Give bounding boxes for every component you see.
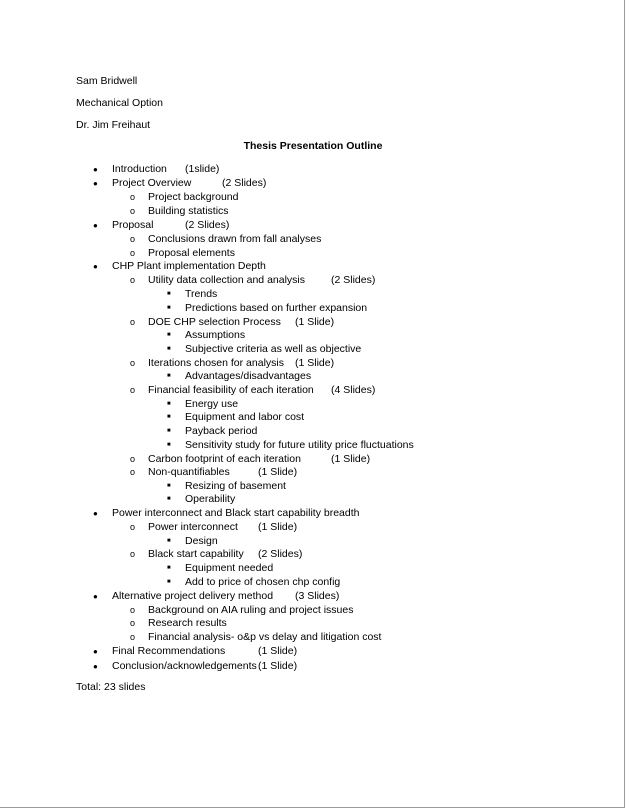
bullet-circle-icon: o [130,605,136,615]
bullet-circle-icon: o [130,454,136,464]
outline-subsubitem-text: Sensitivity study for future utility price fluctuations [185,439,414,451]
bullet-disc-icon: ● [93,262,98,271]
author-name: Sam Bridwell [76,75,138,87]
outline-subitem-text: Building statistics [148,205,229,217]
outline-subitem-text: Project background [148,191,239,203]
outline-subsubitem-text: Add to price of chosen chp config [185,576,341,588]
bullet-circle-icon: o [130,385,136,395]
bullet-square-icon: ■ [167,291,171,297]
bullet-circle-icon: o [130,358,136,368]
outline-subitem-text: Financial analysis- o&p vs delay and litigation cost [148,631,382,643]
bullet-square-icon: ■ [167,483,171,489]
bullet-disc-icon: ● [93,509,98,518]
outline-item-text: Power interconnect and Black start capability breadth [112,507,360,519]
slide-count-note: (1 Slide) [258,521,298,533]
advisor-line: Dr. Jim Freihaut [76,119,151,131]
bullet-circle-icon: o [130,234,136,244]
bullet-square-icon: ■ [167,414,171,420]
outline-subitem-text: Power interconnect [148,521,238,533]
outline-subitem-text: Black start capability [148,548,244,560]
bullet-circle-icon: o [130,248,136,258]
outline-subitem-text: Conclusions drawn from fall analyses [148,233,322,245]
outline-subitem-text: Proposal elements [148,247,235,259]
outline-item-text: Alternative project delivery method [112,590,274,602]
outline-item-text: Project Overview [112,177,192,189]
bullet-circle-icon: o [130,275,136,285]
outline-subsubitem-text: Predictions based on further expansion [185,302,368,314]
bullet-square-icon: ■ [167,346,171,352]
slide-count-note: (1 Slide) [331,453,371,465]
outline-subsubitem-text: Resizing of basement [185,480,286,492]
outline-subitem-text: Non-quantifiables [148,466,230,478]
bullet-square-icon: ■ [167,496,171,502]
bullet-circle-icon: o [130,632,136,642]
option-line: Mechanical Option [76,97,163,109]
outline-subsubitem-text: Payback period [185,425,258,437]
bullet-square-icon: ■ [167,373,171,379]
outline-subitem-text: Carbon footprint of each iteration [148,453,301,465]
bullet-circle-icon: o [130,467,136,477]
slide-count-note: (1 Slide) [258,660,298,672]
outline-subsubitem-text: Trends [185,288,218,300]
outline-subitem-text: Iterations chosen for analysis [148,357,284,369]
slide-count-note: (3 Slides) [295,590,340,602]
outline-subsubitem-text: Assumptions [185,329,246,341]
outline-subitem-text: Research results [148,617,227,629]
outline-subsubitem-text: Energy use [185,398,239,410]
slide-count-note: (2 Slides) [331,274,376,286]
page-title: Thesis Presentation Outline [243,140,383,152]
bullet-disc-icon: ● [93,662,98,671]
slide-count-note: (1 Slide) [258,466,298,478]
bullet-circle-icon: o [130,549,136,559]
outline-item-text: Conclusion/acknowledgements [112,660,257,672]
bullet-disc-icon: ● [93,592,98,601]
bullet-circle-icon: o [130,317,136,327]
outline-subsubitem-text: Subjective criteria as well as objective [185,343,362,355]
slide-count-note: (2 Slides) [185,219,230,231]
slide-count-note: (2 Slides) [222,177,267,189]
outline-subitem-text: DOE CHP selection Process [148,316,281,328]
bullet-disc-icon: ● [93,179,98,188]
outline-item-text: Proposal [112,219,154,231]
bullet-square-icon: ■ [167,442,171,448]
bullet-square-icon: ■ [167,428,171,434]
bullet-circle-icon: o [130,618,136,628]
outline-item-text: Introduction [112,163,167,175]
outline-subsubitem-text: Advantages/disadvantages [185,370,312,382]
bullet-circle-icon: o [130,522,136,532]
slide-count-note: (1 Slide) [295,357,335,369]
outline-subitem-text: Financial feasibility of each iteration [148,384,314,396]
slide-count-note: (4 Slides) [331,384,376,396]
slide-count-note: (1 Slide) [258,645,298,657]
bullet-square-icon: ■ [167,579,171,585]
bullet-square-icon: ■ [167,401,171,407]
bullet-square-icon: ■ [167,305,171,311]
slide-count-note: (1slide) [185,163,220,175]
bullet-square-icon: ■ [167,332,171,338]
outline-subsubitem-text: Design [185,535,218,547]
bullet-square-icon: ■ [167,538,171,544]
outline-subitem-text: Background on AIA ruling and project issues [148,604,354,616]
bullet-square-icon: ■ [167,565,171,571]
outline-subsubitem-text: Operability [185,493,236,505]
slide-count-note: (2 Slides) [258,548,303,560]
slide-count-note: (1 Slide) [295,316,335,328]
outline-subitem-text: Utility data collection and analysis [148,274,305,286]
bullet-circle-icon: o [130,206,136,216]
outline-item-text: Final Recommendations [112,645,226,657]
total-line: Total: 23 slides [76,681,146,693]
bullet-disc-icon: ● [93,221,98,230]
bullet-circle-icon: o [130,192,136,202]
outline-subsubitem-text: Equipment needed [185,562,274,574]
outline-subsubitem-text: Equipment and labor cost [185,411,305,423]
bullet-disc-icon: ● [93,165,98,174]
outline-item-text: CHP Plant implementation Depth [112,260,266,272]
bullet-disc-icon: ● [93,647,98,656]
